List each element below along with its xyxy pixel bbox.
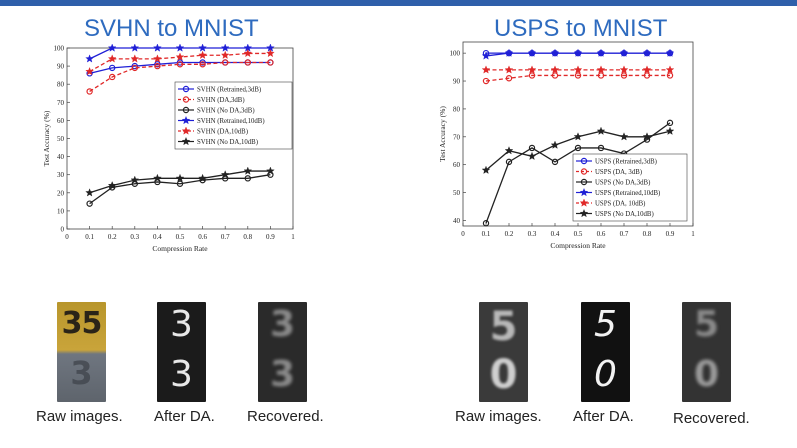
usps-raw-digit-top: 5 xyxy=(489,304,518,350)
svhn-y-tick-label: 30 xyxy=(57,171,64,180)
usps-y-tick-label: 40 xyxy=(453,216,460,225)
usps-raw-digit-bottom: 0 xyxy=(489,352,518,398)
svhn-y-axis-label: Test Accuracy (%) xyxy=(42,110,51,167)
usps-legend-label: USPS (Retrained,3dB) xyxy=(595,158,657,166)
svhn-after-digit-top: 3 xyxy=(170,304,193,345)
usps-x-tick-label: 0.5 xyxy=(573,230,583,238)
svhn-legend-label: SVHN (No DA,10dB) xyxy=(197,139,258,146)
svhn-x-tick-label: 0.6 xyxy=(198,233,207,241)
usps-y-tick-label: 100 xyxy=(449,49,460,58)
svhn-x-axis-label: Compression Rate xyxy=(152,244,208,253)
usps-recovered-digit-top: 5 xyxy=(693,304,720,345)
svhn-y-tick-label: 90 xyxy=(57,62,64,71)
usps-x-tick-label: 0.1 xyxy=(481,230,491,238)
svhn-y-tick-label: 70 xyxy=(57,98,64,107)
usps-legend-label: USPS (DA, 10dB) xyxy=(595,200,646,208)
svhn-x-tick-label: 0.1 xyxy=(85,233,94,241)
svhn-x-tick-label: 1 xyxy=(291,233,295,241)
svhn-x-tick-label: 0.3 xyxy=(130,233,140,241)
top-accent-bar xyxy=(0,0,797,6)
usps-x-tick-label: 0 xyxy=(461,230,465,238)
usps-x-tick-label: 0.4 xyxy=(550,230,560,238)
svhn-legend-label: SVHN (DA,10dB) xyxy=(197,128,248,136)
usps-y-axis-label: Test Accuracy (%) xyxy=(438,106,447,162)
usps-y-tick-label: 90 xyxy=(453,77,460,86)
svhn-legend-label: SVHN (Retrained,10dB) xyxy=(197,118,265,125)
svhn-x-tick-label: 0.9 xyxy=(266,233,275,241)
usps-x-tick-label: 0.9 xyxy=(665,230,675,238)
usps-after-digit-top: 5 xyxy=(594,304,617,345)
usps-y-tick-label: 80 xyxy=(453,105,460,114)
svhn-y-tick-label: 100 xyxy=(53,44,64,53)
svhn-to-mnist-chart xyxy=(40,40,310,255)
right-chart-title: USPS to MNIST xyxy=(494,15,668,42)
svhn-after-da-caption: After DA. xyxy=(154,408,215,425)
svhn-recovered-digit-bottom: 3 xyxy=(269,354,296,395)
svhn-y-tick-label: 60 xyxy=(57,116,64,125)
svhn-recovered-caption: Recovered. xyxy=(247,408,324,425)
usps-x-tick-label: 0.2 xyxy=(504,230,514,238)
usps-legend-label: USPS (No DA,10dB) xyxy=(595,211,654,218)
usps-x-tick-label: 0.8 xyxy=(642,230,652,238)
svhn-y-tick-label: 20 xyxy=(57,189,64,198)
usps-recovered-caption: Recovered. xyxy=(673,410,750,427)
svhn-y-tick-label: 0 xyxy=(60,225,64,234)
svhn-recovered-digit-top: 3 xyxy=(269,304,296,345)
svhn-y-tick-label: 80 xyxy=(57,80,64,89)
usps-raw-image xyxy=(479,302,528,402)
usps-recovered-image xyxy=(682,302,731,402)
usps-to-mnist-chart xyxy=(430,40,700,255)
svhn-raw-digit-top: 35 xyxy=(61,306,102,341)
svhn-x-tick-label: 0.2 xyxy=(107,233,117,241)
usps-x-tick-label: 0.7 xyxy=(619,230,629,238)
usps-legend-label: USPS (Retrained,10dB) xyxy=(595,190,661,197)
svhn-after-da-image xyxy=(157,302,206,402)
svhn-x-tick-label: 0.8 xyxy=(243,233,253,241)
svhn-recovered-image xyxy=(258,302,307,402)
svhn-raw-image xyxy=(57,302,106,402)
usps-after-da-image xyxy=(581,302,630,402)
usps-x-tick-label: 0.3 xyxy=(527,230,537,238)
svhn-y-tick-label: 50 xyxy=(57,135,64,143)
usps-x-tick-label: 1 xyxy=(691,230,695,238)
usps-after-digit-bottom: 0 xyxy=(594,354,617,395)
usps-x-tick-label: 0.6 xyxy=(596,230,606,238)
svhn-x-tick-label: 0.5 xyxy=(175,233,185,241)
usps-y-tick-label: 50 xyxy=(453,189,460,198)
svhn-raw-digit-bottom: 3 xyxy=(70,354,93,392)
left-chart-title: SVHN to MNIST xyxy=(84,15,259,42)
svhn-legend-label: SVHN (Retrained,3dB) xyxy=(197,86,262,94)
svhn-after-digit-bottom: 3 xyxy=(170,354,193,395)
svhn-y-tick-label: 10 xyxy=(57,207,64,216)
svhn-legend-label: SVHN (No DA,3dB) xyxy=(197,107,255,115)
usps-recovered-digit-bottom: 0 xyxy=(693,354,720,395)
svhn-raw-caption: Raw images. xyxy=(36,408,123,425)
usps-after-da-caption: After DA. xyxy=(573,408,634,425)
usps-raw-caption: Raw images. xyxy=(455,408,542,425)
svhn-x-tick-label: 0.7 xyxy=(220,233,230,241)
svhn-y-tick-label: 40 xyxy=(57,153,64,162)
usps-legend-label: USPS (DA, 3dB) xyxy=(595,169,643,176)
svhn-legend-label: SVHN (DA,3dB) xyxy=(197,97,245,104)
usps-y-tick-label: 70 xyxy=(453,133,460,142)
usps-x-axis-label: Compression Rate xyxy=(550,241,606,250)
usps-y-tick-label: 60 xyxy=(453,161,460,170)
usps-legend-label: USPS (No DA,3dB) xyxy=(595,179,651,187)
svhn-x-tick-label: 0 xyxy=(65,233,69,241)
svhn-x-tick-label: 0.4 xyxy=(153,233,162,241)
